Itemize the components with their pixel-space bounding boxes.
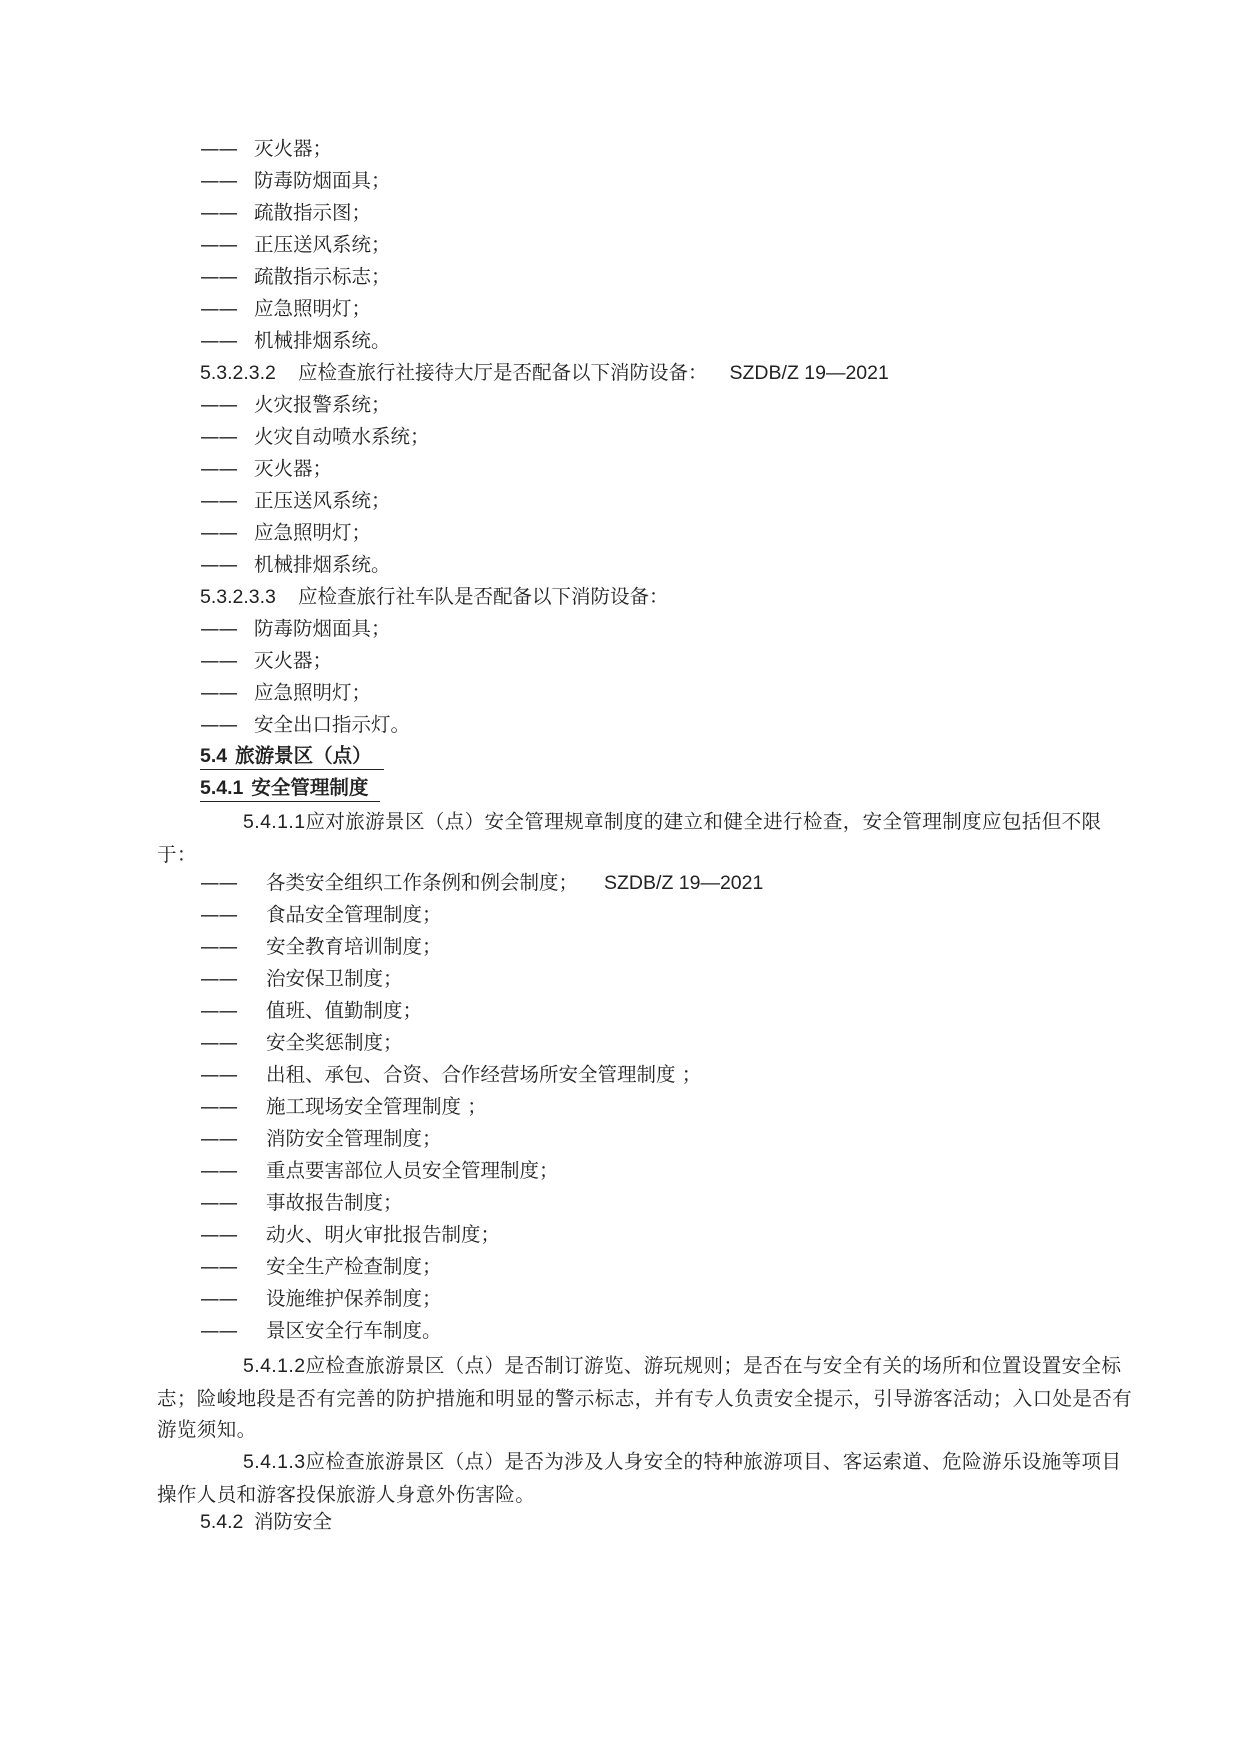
dash-marker: —— (200, 1287, 237, 1310)
list-item: —— 设施维护保养制度； (200, 1287, 442, 1310)
dash-marker: —— (200, 233, 237, 256)
list-item: —— 应急照明灯； (200, 681, 372, 704)
clause-text: 应检查旅游景区（点）是否为涉及人身安全的特种旅游项目、客运索道、危险游乐设施等项目操作人员和游客投保旅游人身意外伤害险。 (157, 1450, 1122, 1506)
clause-text: 消防安全 (254, 1510, 333, 1533)
clause-5-4-2 (200, 1509, 332, 1535)
dash-marker: —— (200, 999, 237, 1022)
dash-marker: —— (200, 1063, 237, 1086)
clause-number: 5.4.1.1 (243, 811, 306, 833)
list-item: —— 灭火器； (200, 137, 333, 160)
list-item: —— 防毒防烟面具； (200, 169, 391, 192)
list-item: —— 安全教育培训制度； (200, 935, 442, 958)
dash-marker: —— (200, 553, 237, 576)
clause-text: 应检查旅行社车队是否配备以下消防设备： (298, 585, 669, 608)
dash-marker: —— (200, 393, 237, 416)
clause-number: 5.3.2.3.3 (200, 586, 276, 608)
dash-marker: —— (200, 1127, 237, 1150)
dash-marker: —— (200, 903, 237, 926)
list-item: —— 安全生产检查制度； (200, 1255, 442, 1278)
list-item: —— 消防安全管理制度； (200, 1127, 442, 1150)
heading-text: 旅游景区（点） (235, 744, 372, 767)
heading-5-4-1 (200, 775, 380, 802)
dash-marker: —— (200, 329, 237, 352)
list-item: —— 机械排烟系统。 (200, 553, 391, 576)
list-item: —— 应急照明灯； (200, 521, 372, 544)
dash-marker: —— (200, 489, 237, 512)
dash-marker: —— (200, 681, 237, 704)
dash-marker: —— (200, 1159, 237, 1182)
dash-marker: —— (200, 871, 237, 894)
dash-marker: —— (200, 935, 237, 958)
list-item: —— 灭火器； (200, 649, 333, 672)
clause-number: 5.4.2 (200, 1511, 244, 1533)
dash-marker: —— (200, 713, 237, 736)
dash-marker: —— (200, 297, 237, 320)
list-item: —— 机械排烟系统。 (200, 329, 391, 352)
dash-marker: —— (200, 1255, 237, 1278)
clause-text: 应检查旅游景区（点）是否制订游览、游玩规则；是否在与安全有关的场所和位置设置安全标志；险峻地段是否有完善的防护措施和明显的警示标志，并有专人负责安全提示，引导游客活动；入口处是否有游览须知。 (157, 1354, 1133, 1441)
heading-text: 安全管理制度 (251, 776, 369, 799)
standard-code: SZDB/Z 19—2021 (604, 872, 764, 894)
clause-5-3-2-3-3 (200, 584, 669, 610)
dash-marker: —— (200, 265, 237, 288)
heading-number: 5.4 (200, 745, 228, 767)
list-item: —— 应急照明灯； (200, 297, 372, 320)
dash-marker: —— (200, 169, 237, 192)
list-item: —— 防毒防烟面具； (200, 617, 391, 640)
clause-number: 5.4.1.2 (243, 1355, 306, 1377)
clause-text: 应检查旅行社接待大厅是否配备以下消防设备： (298, 361, 708, 384)
dash-marker: —— (200, 1191, 237, 1214)
list-item: —— 灭火器； (200, 457, 333, 480)
clause-text: 应对旅游景区（点）安全管理规章制度的建立和健全进行检查，安全管理制度应包括但不限于： (157, 810, 1102, 866)
clause-5-4-1-3 (157, 1446, 1135, 1510)
dash-marker: —— (200, 967, 237, 990)
dash-marker: —— (200, 1319, 237, 1342)
list-item: —— 出租、承包、合资、合作经营场所安全管理制度 ； (200, 1063, 702, 1086)
list-item: —— 正压送风系统； (200, 233, 391, 256)
list-item: —— 疏散指示图； (200, 201, 372, 224)
list-item: —— 值班、值勤制度； (200, 999, 423, 1022)
dash-marker: —— (200, 649, 237, 672)
list-item: —— 治安保卫制度； (200, 967, 403, 990)
dash-marker: —— (200, 1223, 237, 1246)
dash-marker: —— (200, 137, 237, 160)
list-item: —— 动火、明火审批报告制度； (200, 1223, 501, 1246)
list-item: —— 安全奖惩制度； (200, 1031, 403, 1054)
list-item: —— 火灾报警系统； (200, 393, 391, 416)
standard-code: SZDB/Z 19—2021 (729, 362, 889, 384)
clause-5-4-1-2 (157, 1350, 1135, 1446)
dash-marker: —— (200, 457, 237, 480)
dash-marker: —— (200, 425, 237, 448)
clause-5-3-2-3-2 (200, 360, 889, 386)
clause-number: 5.3.2.3.2 (200, 362, 276, 384)
list-item: —— 疏散指示标志； (200, 265, 391, 288)
list-item: —— 施工现场安全管理制度 ； (200, 1095, 487, 1118)
heading-number: 5.4.1 (200, 777, 244, 799)
list-item: —— 食品安全管理制度； (200, 903, 442, 926)
list-item: —— 事故报告制度； (200, 1191, 403, 1214)
list-item: —— 正压送风系统； (200, 489, 391, 512)
dash-marker: —— (200, 1095, 237, 1118)
dash-marker: —— (200, 1031, 237, 1054)
dash-marker: —— (200, 617, 237, 640)
list-item: —— 景区安全行车制度。 (200, 1319, 442, 1342)
clause-5-4-1-1 (157, 806, 1135, 870)
list-item: —— 火灾自动喷水系统； (200, 425, 430, 448)
dash-marker: —— (200, 201, 237, 224)
heading-5-4 (200, 743, 384, 770)
clause-number: 5.4.1.3 (243, 1451, 306, 1473)
list-item: —— 安全出口指示灯。 (200, 713, 411, 736)
list-item: —— 各类安全组织工作条例和例会制度； SZDB/Z 19—2021 (200, 871, 764, 894)
dash-marker: —— (200, 521, 237, 544)
list-item: —— 重点要害部位人员安全管理制度； (200, 1159, 559, 1182)
